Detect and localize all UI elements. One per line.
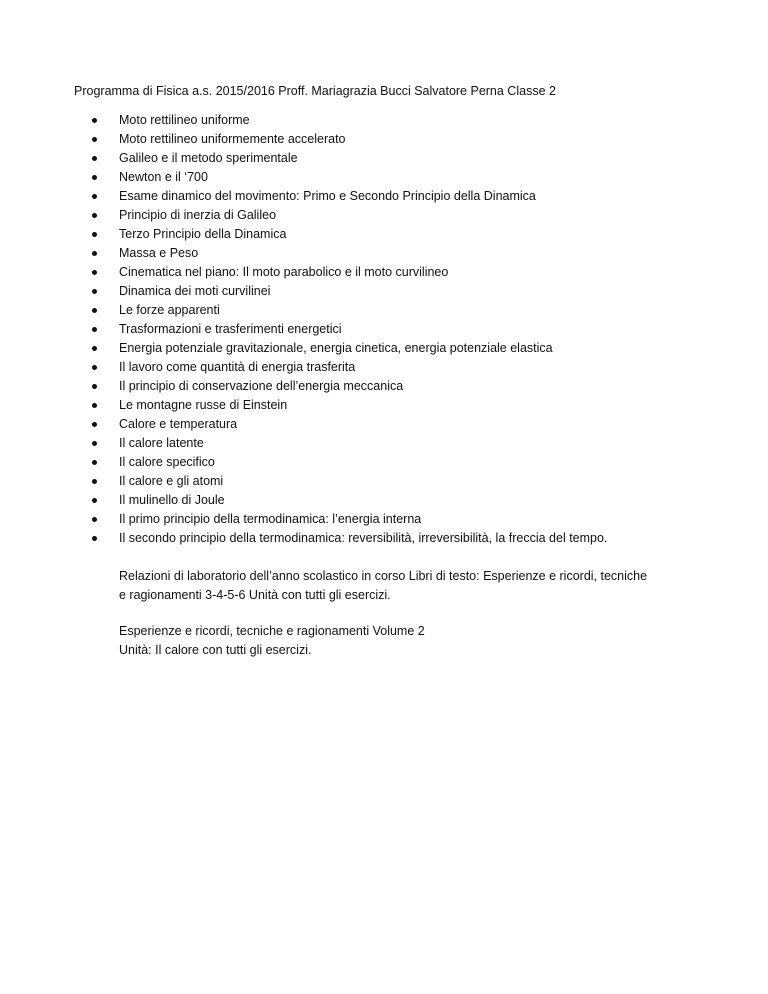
- bullet-icon: [92, 232, 97, 237]
- bullet-icon: [92, 251, 97, 256]
- topic-label: Galileo e il metodo sperimentale: [119, 151, 298, 165]
- topic-list-item: [92, 472, 607, 491]
- bullet-icon: [92, 536, 97, 541]
- bullet-icon: [92, 441, 97, 446]
- topic-label: Energia potenziale gravitazionale, energia cinetica, energia potenziale elastica: [119, 341, 553, 355]
- topic-list-item: [92, 187, 607, 206]
- topic-label: Il calore e gli atomi: [119, 474, 224, 488]
- topic-label: Il calore latente: [119, 436, 204, 450]
- topic-list-item: [92, 339, 607, 358]
- topic-list-item: [92, 415, 607, 434]
- bullet-icon: [92, 517, 97, 522]
- topic-list-item: [92, 453, 607, 472]
- topic-label: Cinematica nel piano: Il moto parabolico e il moto curvilineo: [119, 265, 449, 279]
- topic-list: [92, 111, 607, 548]
- topic-list-item: [92, 358, 607, 377]
- bullet-icon: [92, 384, 97, 389]
- topic-list-item: [92, 130, 607, 149]
- topic-label: Il lavoro come quantità di energia trasferita: [119, 360, 356, 374]
- bullet-icon: [92, 403, 97, 408]
- paragraph-line: Relazioni di laboratorio dell’anno scolastico in corso Libri di testo: Esperienze e ricordi, tecniche: [119, 569, 648, 583]
- topic-label: Trasformazioni e trasferimenti energetici: [119, 322, 342, 336]
- bullet-icon: [92, 346, 97, 351]
- bullet-icon: [92, 156, 97, 161]
- lab-reports-paragraph: [119, 567, 699, 605]
- topic-list-item: [92, 396, 607, 415]
- bullet-icon: [92, 365, 97, 370]
- topic-list-item: [92, 282, 607, 301]
- bullet-icon: [92, 137, 97, 142]
- paragraph-line: e ragionamenti 3-4-5-6 Unità con tutti gli esercizi.: [119, 588, 391, 602]
- topic-list-item: [92, 434, 607, 453]
- document-heading: Programma di Fisica a.s. 2015/2016 Proff. Mariagrazia Bucci Salvatore Perna Classe 2: [74, 84, 556, 98]
- paragraph-line: Unità: Il calore con tutti gli esercizi.: [119, 643, 312, 657]
- topic-label: Le montagne russe di Einstein: [119, 398, 288, 412]
- topic-list-item: [92, 510, 607, 529]
- topic-list-item: [92, 244, 607, 263]
- topic-list-item: [92, 111, 607, 130]
- bullet-icon: [92, 194, 97, 199]
- topic-label: Terzo Principio della Dinamica: [119, 227, 287, 241]
- topic-list-item: [92, 529, 607, 548]
- topic-label: Newton e il ‘700: [119, 170, 208, 184]
- topic-label: Le forze apparenti: [119, 303, 220, 317]
- bullet-icon: [92, 213, 97, 218]
- topic-label: Dinamica dei moti curvilinei: [119, 284, 271, 298]
- bullet-icon: [92, 175, 97, 180]
- topic-label: Il secondo principio della termodinamica: reversibilità, irreversibilità, la freccia del tempo.: [119, 531, 608, 545]
- topic-list-item: [92, 491, 607, 510]
- topic-list-item: [92, 168, 607, 187]
- textbook-paragraph: [119, 622, 699, 660]
- topic-label: Esame dinamico del movimento: Primo e Secondo Principio della Dinamica: [119, 189, 536, 203]
- topic-label: Il calore specifico: [119, 455, 215, 469]
- bullet-icon: [92, 498, 97, 503]
- bullet-icon: [92, 460, 97, 465]
- topic-list-item: [92, 263, 607, 282]
- topic-label: Il mulinello di Joule: [119, 493, 225, 507]
- topic-list-item: [92, 377, 607, 396]
- bullet-icon: [92, 327, 97, 332]
- topic-list-item: [92, 301, 607, 320]
- topic-list-item: [92, 206, 607, 225]
- topic-list-item: [92, 149, 607, 168]
- topic-label: Moto rettilineo uniforme: [119, 113, 250, 127]
- topic-list-item: [92, 320, 607, 339]
- topic-label: Calore e temperatura: [119, 417, 238, 431]
- topic-label: Principio di inerzia di Galileo: [119, 208, 277, 222]
- bullet-icon: [92, 289, 97, 294]
- paragraph-line: Esperienze e ricordi, tecniche e ragionamenti Volume 2: [119, 624, 425, 638]
- bullet-icon: [92, 422, 97, 427]
- topic-label: Moto rettilineo uniformemente accelerato: [119, 132, 346, 146]
- bullet-icon: [92, 479, 97, 484]
- bullet-icon: [92, 308, 97, 313]
- topic-list-item: [92, 225, 607, 244]
- bullet-icon: [92, 118, 97, 123]
- topic-label: Massa e Peso: [119, 246, 199, 260]
- topic-label: Il primo principio della termodinamica: l’energia interna: [119, 512, 422, 526]
- bullet-icon: [92, 270, 97, 275]
- topic-label: Il principio di conservazione dell’energia meccanica: [119, 379, 404, 393]
